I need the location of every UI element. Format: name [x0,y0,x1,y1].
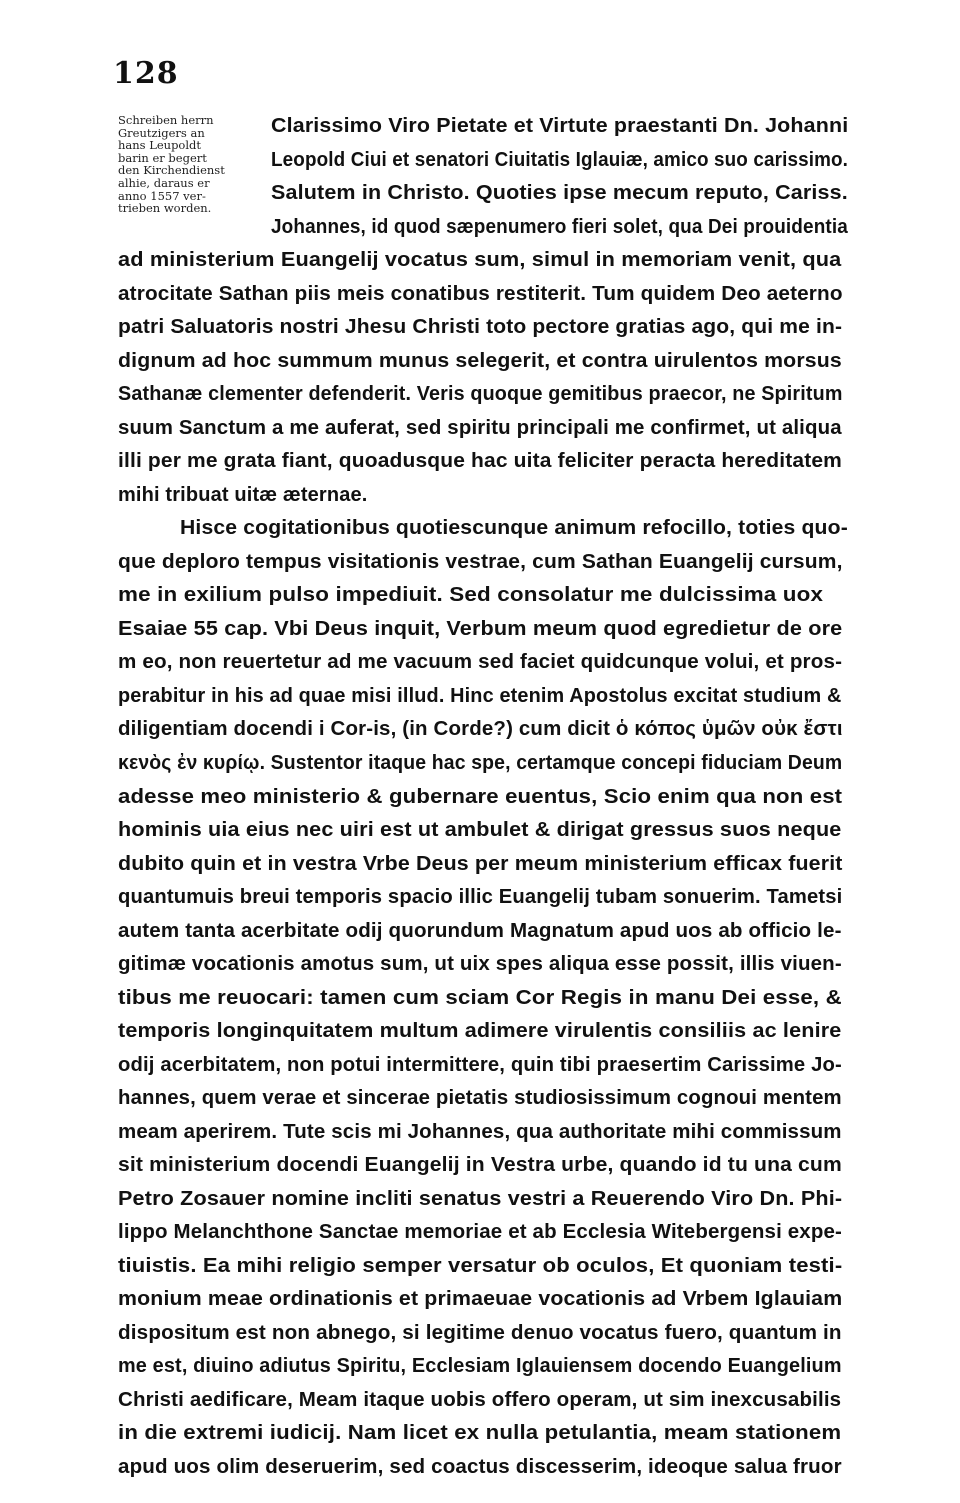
text-line: autem tanta acerbitate odij quorundum Magnatum apud uos ab officio le- [118,920,842,942]
text-line: mihi tribuat uitæ æternae. [118,484,368,506]
margin-note-line: anno 1557 ver- [118,188,206,203]
text-line: hominis uia eius nec uiri est ut ambulet & dirigat gressus suos neque [118,819,842,841]
text-line: Petro Zosauer nomine incliti senatus vestri a Reuerendo Viro Dn. Phi- [118,1188,843,1210]
margin-note-line: alhie, daraus er [118,175,210,190]
margin-note [118,114,268,215]
text-line: Clarissimo Viro Pietate et Virtute praestanti Dn. Johanni [271,115,849,137]
text-line: Johannes, id quod sæpenumero fieri solet, qua Dei prouidentia [271,216,848,238]
text-line: Esaiae 55 cap. Vbi Deus inquit, Verbum meum quod egredietur de ore [118,618,843,640]
margin-note-line: hans Leupoldt [118,138,202,153]
text-line: gitimæ vocationis amotus sum, ut uix spes aliqua esse possit, illis viuen- [118,953,842,975]
text-line: in die extremi iudicij. Nam licet ex nulla petulantia, meam stationem [118,1422,842,1444]
text-line: dispositum est non abnego, si legitime denuo vocatus fuero, quantum in [118,1322,842,1344]
text-line: illi per me grata fiant, quoadusque hac uita feliciter peracta hereditatem [118,450,842,472]
text-line: κενὸς ἐν κυρίῳ. Sustentor itaque hac spe, certamque concepi fiduciam Deum [118,752,843,774]
text-line: odij acerbitatem, non potui intermittere, quin tibi praesertim Carissime Jo- [118,1054,842,1076]
text-line: Leopold Ciui et senatori Ciuitatis Iglauiæ, amico suo carissimo. [271,149,849,171]
text-line: temporis longinquitatem multum adimere virulentis consiliis ac lenire [118,1020,842,1042]
text-line: patri Saluatoris nostri Jhesu Christi toto pectore gratias ago, qui me in- [118,316,843,338]
text-line: lippo Melanchthone Sanctae memoriae et ab Ecclesia Witebergensi expe- [118,1221,843,1243]
text-line: monium meae ordinationis et primaeuae vocationis ad Vrbem Iglauiam [118,1288,843,1310]
margin-note-line: Greutzigers an [118,125,205,140]
text-line: ad ministerium Euangelij vocatus sum, simul in memoriam venit, qua [118,249,842,271]
text-line: suum Sanctum a me auferat, sed spiritu principali me confirmet, ut aliqua [118,417,842,439]
page-number: 128 [113,56,179,91]
text-line: m eo, non reuertetur ad me vacuum sed faciet quidcunque volui, et pros- [118,651,843,673]
text-line: atrocitate Sathan piis meis conatibus restiterit. Tum quidem Deo aeterno [118,283,843,305]
text-line: adesse meo ministerio & gubernare euentus, Scio enim qua non est [118,786,843,808]
margin-note-line: trieben worden. [118,201,212,216]
text-line: Christi aedificare, Meam itaque uobis offero operam, ut sim inexcusabilis [118,1389,842,1411]
text-line: me in exilium pulso impediuit. Sed consolatur me dulcissima uox [118,584,824,606]
text-line: tiuistis. Ea mihi religio semper versatur ob oculos, Et quoniam testi- [118,1255,843,1277]
text-line: apud uos olim deseruerim, sed coactus discesserim, ideoque salua fruor [118,1456,842,1478]
text-line: quantumuis breui temporis spacio illic Euangelij tubam sonuerim. Tametsi [118,886,843,908]
margin-note-line: den Kirchendienst [118,163,225,178]
text-line: dubito quin et in vestra Vrbe Deus per meum ministerium efficax fuerit [118,853,843,875]
text-line: Salutem in Christo. Quoties ipse mecum reputo, Cariss. [271,182,848,204]
text-line: perabitur in his ad quae misi illud. Hinc etenim Apostolus excitat studium & [118,685,842,707]
text-line: meam aperirem. Tute scis mi Johannes, qua authoritate mihi commissum [118,1121,842,1143]
text-line: sit ministerium docendi Euangelij in Vestra urbe, quando id tu una cum [118,1154,842,1176]
text-line: hannes, quem verae et sincerae pietatis studiosissimum cognoui mentem [118,1087,842,1109]
text-line: tibus me reuocari: tamen cum sciam Cor Regis in manu Dei esse, & [118,987,842,1009]
text-line: Hisce cogitationibus quotiescunque animum refocillo, toties quo- [180,517,848,539]
text-line: me est, diuino adiutus Spiritu, Ecclesiam Iglauiensem docendo Euangelium [118,1355,842,1377]
text-line: dignum ad hoc summum munus selegerit, et contra uirulentos morsus [118,350,842,372]
margin-note-line: Schreiben herrn [118,113,214,127]
text-line: diligentiam docendi i Cor-is, (in Corde?) cum dicit ὁ κόπος ὑμῶν οὐκ ἔστι [118,718,843,740]
margin-note-line: barin er begert [118,150,207,165]
text-line: Sathanæ clementer defenderit. Veris quoque gemitibus praecor, ne Spiritum [118,383,843,405]
text-line: que deploro tempus visitationis vestrae, cum Sathan Euangelij cursum, [118,551,843,573]
